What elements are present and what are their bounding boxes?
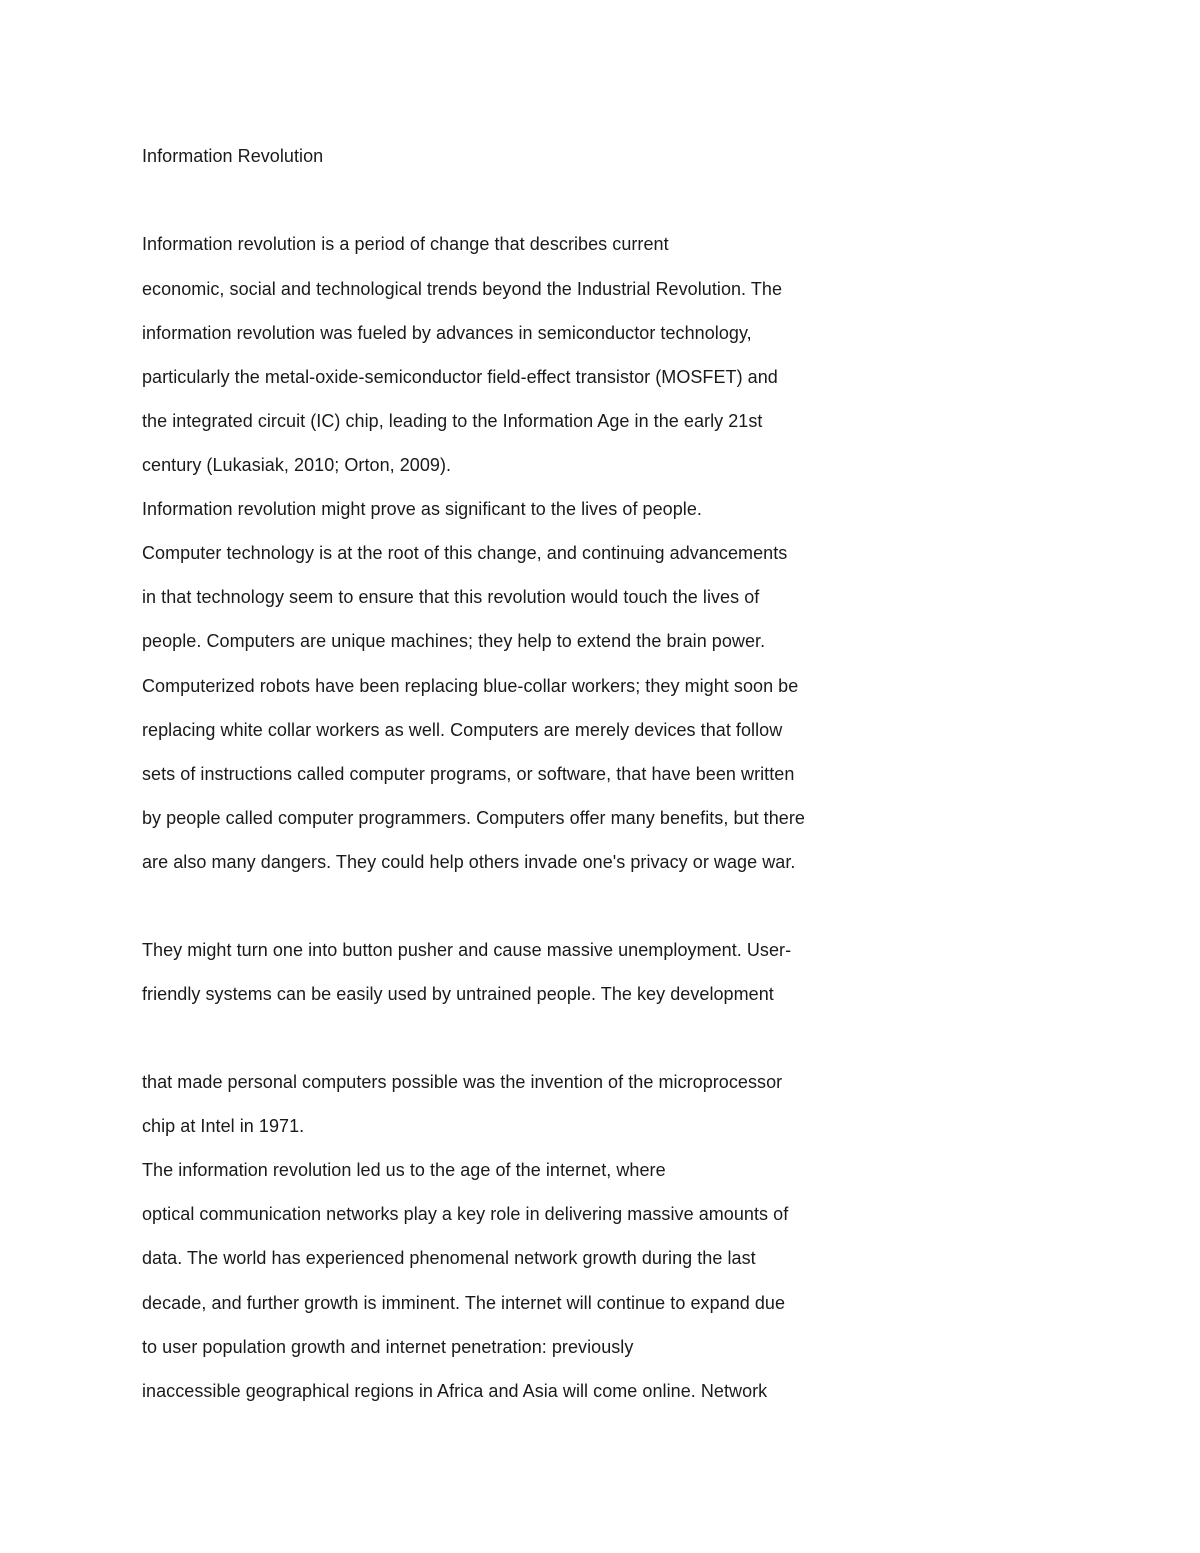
text-line: particularly the metal-oxide-semiconductor field-effect transistor (MOSFET) and bbox=[142, 367, 778, 387]
text-line: Information revolution might prove as significant to the lives of people. bbox=[142, 499, 702, 519]
text-line: data. The world has experienced phenomenal network growth during the last bbox=[142, 1248, 756, 1268]
text-line: economic, social and technological trends beyond the Industrial Revolution. The bbox=[142, 279, 783, 299]
text-line: They might turn one into button pusher and cause massive unemployment. User- bbox=[142, 940, 792, 960]
text-line: to user population growth and internet penetration: previously bbox=[142, 1337, 634, 1357]
text-line: friendly systems can be easily used by untrained people. The key development bbox=[142, 984, 774, 1004]
text-line: Computer technology is at the root of this change, and continuing advancements bbox=[142, 543, 788, 563]
text-line: optical communication networks play a key role in delivering massive amounts of bbox=[142, 1204, 789, 1224]
text-line: Computerized robots have been replacing blue-collar workers; they might soon be bbox=[142, 676, 799, 696]
text-line: The information revolution led us to the age of the internet, where bbox=[142, 1160, 666, 1180]
text-line: chip at Intel in 1971. bbox=[142, 1116, 305, 1136]
text-line: by people called computer programmers. Computers offer many benefits, but there bbox=[142, 808, 805, 828]
text-line: decade, and further growth is imminent. The internet will continue to expand due bbox=[142, 1293, 786, 1313]
text-line: Information revolution is a period of change that describes current bbox=[142, 234, 669, 254]
text-line: are also many dangers. They could help others invade one's privacy or wage war. bbox=[142, 852, 796, 872]
text-line: century (Lukasiak, 2010; Orton, 2009). bbox=[142, 455, 452, 475]
text-line: inaccessible geographical regions in Africa and Asia will come online. Network bbox=[142, 1381, 768, 1401]
text-line: in that technology seem to ensure that this revolution would touch the lives of bbox=[142, 587, 760, 607]
text-line: the integrated circuit (IC) chip, leading to the Information Age in the early 21st bbox=[142, 411, 763, 431]
text-line: that made personal computers possible was the invention of the microprocessor bbox=[142, 1072, 783, 1092]
document-title: Information Revolution bbox=[142, 146, 324, 166]
text-line: sets of instructions called computer programs, or software, that have been written bbox=[142, 764, 795, 784]
text-line: people. Computers are unique machines; they help to extend the brain power. bbox=[142, 631, 766, 651]
text-line: information revolution was fueled by advances in semiconductor technology, bbox=[142, 323, 752, 343]
text-line: replacing white collar workers as well. Computers are merely devices that follow bbox=[142, 720, 783, 740]
